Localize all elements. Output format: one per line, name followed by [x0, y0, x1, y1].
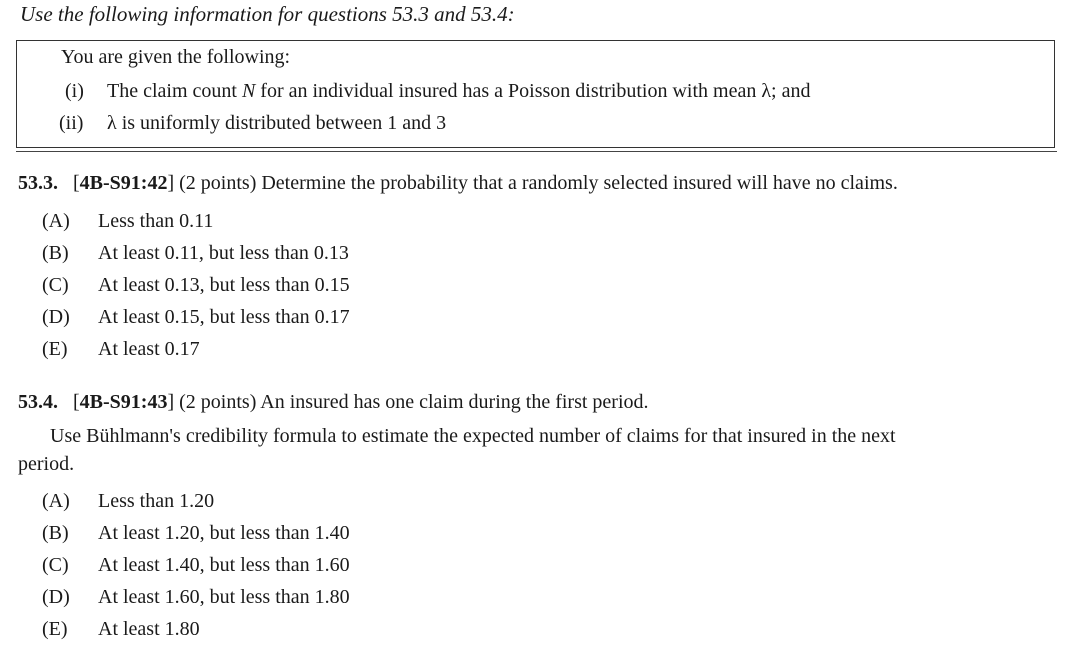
condition-number: (ii): [59, 112, 84, 134]
variable-n: N: [241, 80, 256, 102]
option-letter: (E): [42, 338, 68, 360]
option-letter: (C): [42, 554, 69, 576]
option-text: Less than 1.20: [98, 490, 215, 512]
question-53-3: [18, 172, 898, 195]
condition-text: [107, 80, 810, 103]
condition-text: λ is uniformly distributed between 1 and 3: [107, 112, 447, 134]
option-letter: (D): [42, 306, 70, 328]
question-tag: [4B-S91:42]: [73, 172, 175, 194]
given-heading: You are given the following:: [61, 46, 291, 68]
option-letter: (A): [42, 490, 70, 512]
question-prompt: An insured has one claim during the first period.: [260, 391, 649, 413]
option-text: At least 1.60, but less than 1.80: [98, 586, 350, 608]
condition-number: (i): [65, 80, 84, 102]
option-letter: (B): [42, 242, 69, 264]
option-text: At least 1.80: [98, 618, 200, 640]
option-text: At least 1.20, but less than 1.40: [98, 522, 350, 544]
section-divider: [16, 151, 1057, 152]
question-53-4: [18, 391, 649, 414]
option-text: At least 0.17: [98, 338, 200, 360]
option-text: At least 0.13, but less than 0.15: [98, 274, 350, 296]
intro-text: Use the following information for questions 53.3 and 53.4:: [20, 2, 515, 26]
option-text: At least 0.11, but less than 0.13: [98, 242, 349, 264]
given-information-box: [16, 40, 1055, 148]
option-letter: (E): [42, 618, 68, 640]
option-letter: (A): [42, 210, 70, 232]
condition-text-part: for an individual insured has a Poisson distribution with mean λ; and: [255, 80, 811, 102]
question-number: 53.4.: [18, 391, 58, 413]
option-text: At least 1.40, but less than 1.60: [98, 554, 350, 576]
option-text: At least 0.15, but less than 0.17: [98, 306, 350, 328]
question-points: (2 points): [179, 391, 257, 413]
question-prompt: Determine the probability that a randomly selected insured will have no claims.: [261, 172, 898, 194]
option-text: Less than 0.11: [98, 210, 214, 232]
question-tag-code: 4B-S91:42: [79, 172, 168, 194]
option-letter: (B): [42, 522, 69, 544]
question-tag-code: 4B-S91:43: [79, 391, 168, 413]
question-points: (2 points): [179, 172, 257, 194]
question-tag: [4B-S91:43]: [73, 391, 175, 413]
question-number: 53.3.: [18, 172, 58, 194]
question-followup-line: Use Bühlmann's credibility formula to estimate the expected number of claims for that insured in the next: [50, 425, 896, 447]
question-followup-line: period.: [18, 453, 75, 475]
option-letter: (C): [42, 274, 69, 296]
option-letter: (D): [42, 586, 70, 608]
condition-text-part: The claim count: [107, 80, 242, 102]
